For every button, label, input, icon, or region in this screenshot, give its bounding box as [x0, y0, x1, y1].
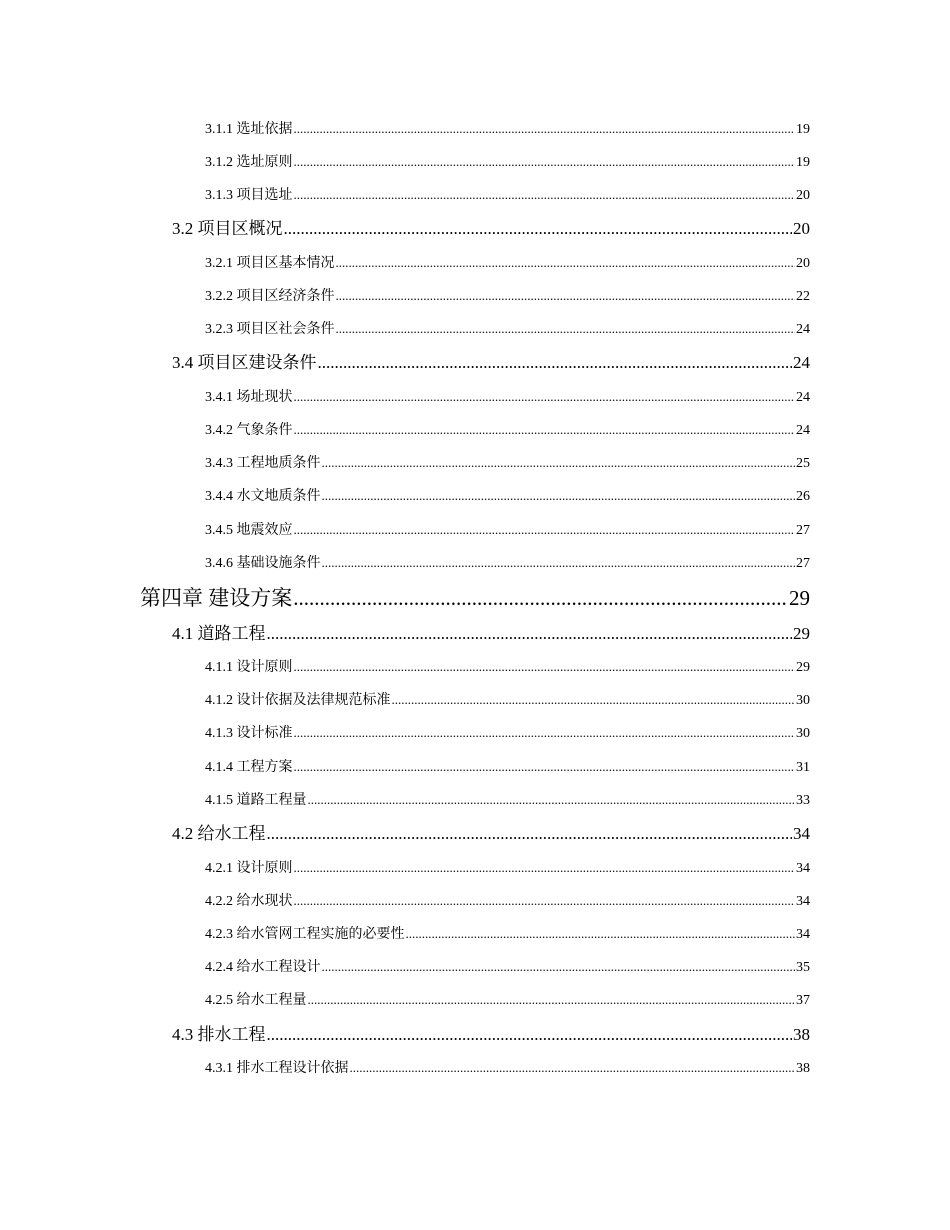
toc-entry-label: 3.4.1 场址现状 [205, 390, 293, 405]
toc-entry-page: 34 [793, 824, 810, 843]
toc-entry-label: 4.2.3 给水管网工程实施的必要性 [205, 927, 405, 942]
toc-entry-page: 34 [796, 894, 810, 909]
toc-entry-label: 4.1.4 工程方案 [205, 760, 293, 775]
toc-entry-4-1-1[interactable] [205, 660, 810, 675]
dot-leader [406, 927, 796, 942]
toc-entry-3-2-3[interactable] [205, 322, 810, 337]
toc-entry-label: 3.4 项目区建设条件 [172, 353, 317, 372]
toc-entry-page: 19 [796, 122, 810, 137]
toc-entry-label: 3.2 项目区概况 [172, 219, 283, 238]
dot-leader [294, 423, 796, 438]
toc-entry-page: 33 [796, 793, 810, 808]
toc-entry-page: 27 [796, 523, 810, 538]
toc-entry-page: 25 [796, 456, 810, 471]
toc-entry-4-3-1[interactable] [205, 1061, 810, 1076]
toc-entry-label: 4.1 道路工程 [172, 624, 266, 643]
dot-leader [294, 523, 796, 538]
dot-leader [294, 760, 796, 775]
toc-entry-3-4[interactable] [172, 354, 810, 371]
toc-entry-label: 3.4.5 地震效应 [205, 523, 293, 538]
dot-leader [284, 220, 793, 237]
toc-entry-label: 3.4.2 气象条件 [205, 423, 293, 438]
toc-entry-label: 3.2.2 项目区经济条件 [205, 289, 335, 304]
dot-leader [267, 625, 793, 642]
toc-entry-page: 29 [793, 624, 810, 643]
toc-entry-3-4-3[interactable] [205, 456, 810, 471]
toc-entry-4-2[interactable] [172, 825, 810, 842]
dot-leader [308, 793, 796, 808]
dot-leader [294, 660, 796, 675]
toc-entry-3-1-3[interactable] [205, 188, 810, 203]
toc-entry-page: 20 [796, 188, 810, 203]
toc-entry-page: 34 [796, 861, 810, 876]
toc-entry-label: 4.2 给水工程 [172, 824, 266, 843]
toc-entry-page: 27 [796, 556, 810, 571]
toc-entry-page: 30 [796, 693, 810, 708]
toc-entry-page: 24 [796, 423, 810, 438]
dot-leader [294, 390, 796, 405]
toc-entry-page: 24 [793, 353, 810, 372]
toc-entry-label: 3.2.1 项目区基本情况 [205, 256, 335, 271]
dot-leader [322, 960, 796, 975]
dot-leader [322, 456, 796, 471]
toc-entry-page: 38 [796, 1061, 810, 1076]
toc-entry-label: 3.4.4 水文地质条件 [205, 489, 321, 504]
toc-entry-label: 3.4.3 工程地质条件 [205, 456, 321, 471]
toc-entry-page: 37 [796, 993, 810, 1008]
toc-entry-label: 4.2.4 给水工程设计 [205, 960, 321, 975]
toc-entry-label: 3.1.2 选址原则 [205, 155, 293, 170]
dot-leader [318, 354, 793, 371]
dot-leader [294, 188, 796, 203]
toc-entry-label: 4.3.1 排水工程设计依据 [205, 1061, 349, 1076]
toc-entry-4-2-2[interactable] [205, 894, 810, 909]
toc-entry-4-1-5[interactable] [205, 793, 810, 808]
toc-entry-page: 30 [796, 726, 810, 741]
dot-leader [294, 894, 796, 909]
toc-entry-label: 4.3 排水工程 [172, 1025, 266, 1044]
toc-entry-3-2-1[interactable] [205, 256, 810, 271]
toc-entry-label: 3.1.1 选址依据 [205, 122, 293, 137]
toc-entry-label: 4.1.1 设计原则 [205, 660, 293, 675]
dot-leader [336, 322, 796, 337]
toc-entry-3-1-2[interactable] [205, 155, 810, 170]
toc-entry-page: 29 [789, 586, 810, 610]
toc-entry-page: 35 [796, 960, 810, 975]
dot-leader [294, 155, 796, 170]
dot-leader [267, 1026, 793, 1043]
dot-leader [392, 693, 796, 708]
toc-entry-4-1-2[interactable] [205, 693, 810, 708]
toc-entry-label: 第四章 建设方案 [140, 586, 293, 610]
toc-entry-label: 4.1.3 设计标准 [205, 726, 293, 741]
toc-entry-label: 4.1.5 道路工程量 [205, 793, 307, 808]
toc-entry-3-4-4[interactable] [205, 489, 810, 504]
dot-leader [336, 256, 796, 271]
toc-entry-label: 3.2.3 项目区社会条件 [205, 322, 335, 337]
dot-leader [293, 588, 788, 609]
toc-entry-4-2-4[interactable] [205, 960, 810, 975]
toc-entry-3-1-1[interactable] [205, 122, 810, 137]
toc-entry-label: 4.1.2 设计依据及法律规范标准 [205, 693, 391, 708]
toc-entry-3-4-5[interactable] [205, 523, 810, 538]
toc-entry-label: 3.1.3 项目选址 [205, 188, 293, 203]
toc-entry-3-2-2[interactable] [205, 289, 810, 304]
toc-entry-chapter-4[interactable] [140, 588, 810, 609]
toc-entry-3-4-2[interactable] [205, 423, 810, 438]
dot-leader [350, 1061, 796, 1076]
toc-entry-page: 22 [796, 289, 810, 304]
toc-entry-label: 4.2.2 给水现状 [205, 894, 293, 909]
toc-entry-label: 4.2.5 给水工程量 [205, 993, 307, 1008]
toc-entry-page: 26 [796, 489, 810, 504]
dot-leader [322, 489, 796, 504]
toc-entry-page: 24 [796, 390, 810, 405]
dot-leader [294, 122, 796, 137]
toc-entry-label: 4.2.1 设计原则 [205, 861, 293, 876]
toc-entry-4-2-1[interactable] [205, 861, 810, 876]
toc-entry-4-2-5[interactable] [205, 993, 810, 1008]
dot-leader [336, 289, 796, 304]
dot-leader [322, 556, 796, 571]
toc-entry-page: 19 [796, 155, 810, 170]
toc-entry-4-1-4[interactable] [205, 760, 810, 775]
toc-entry-page: 31 [796, 760, 810, 775]
toc-entry-4-2-3[interactable] [205, 927, 810, 942]
toc-entry-page: 20 [796, 256, 810, 271]
toc-entry-3-4-6[interactable] [205, 556, 810, 571]
dot-leader [267, 825, 793, 842]
dot-leader [294, 726, 796, 741]
toc-entry-4-1[interactable] [172, 625, 810, 642]
toc-entry-page: 38 [793, 1025, 810, 1044]
toc-entry-3-2[interactable] [172, 220, 810, 237]
toc-entry-page: 29 [796, 660, 810, 675]
dot-leader [294, 861, 796, 876]
toc-entry-page: 34 [796, 927, 810, 942]
toc-entry-3-4-1[interactable] [205, 390, 810, 405]
toc-entry-page: 20 [793, 219, 810, 238]
toc-entry-page: 24 [796, 322, 810, 337]
toc-entry-4-3[interactable] [172, 1026, 810, 1043]
toc-entry-4-1-3[interactable] [205, 726, 810, 741]
dot-leader [308, 993, 796, 1008]
toc-entry-label: 3.4.6 基础设施条件 [205, 556, 321, 571]
